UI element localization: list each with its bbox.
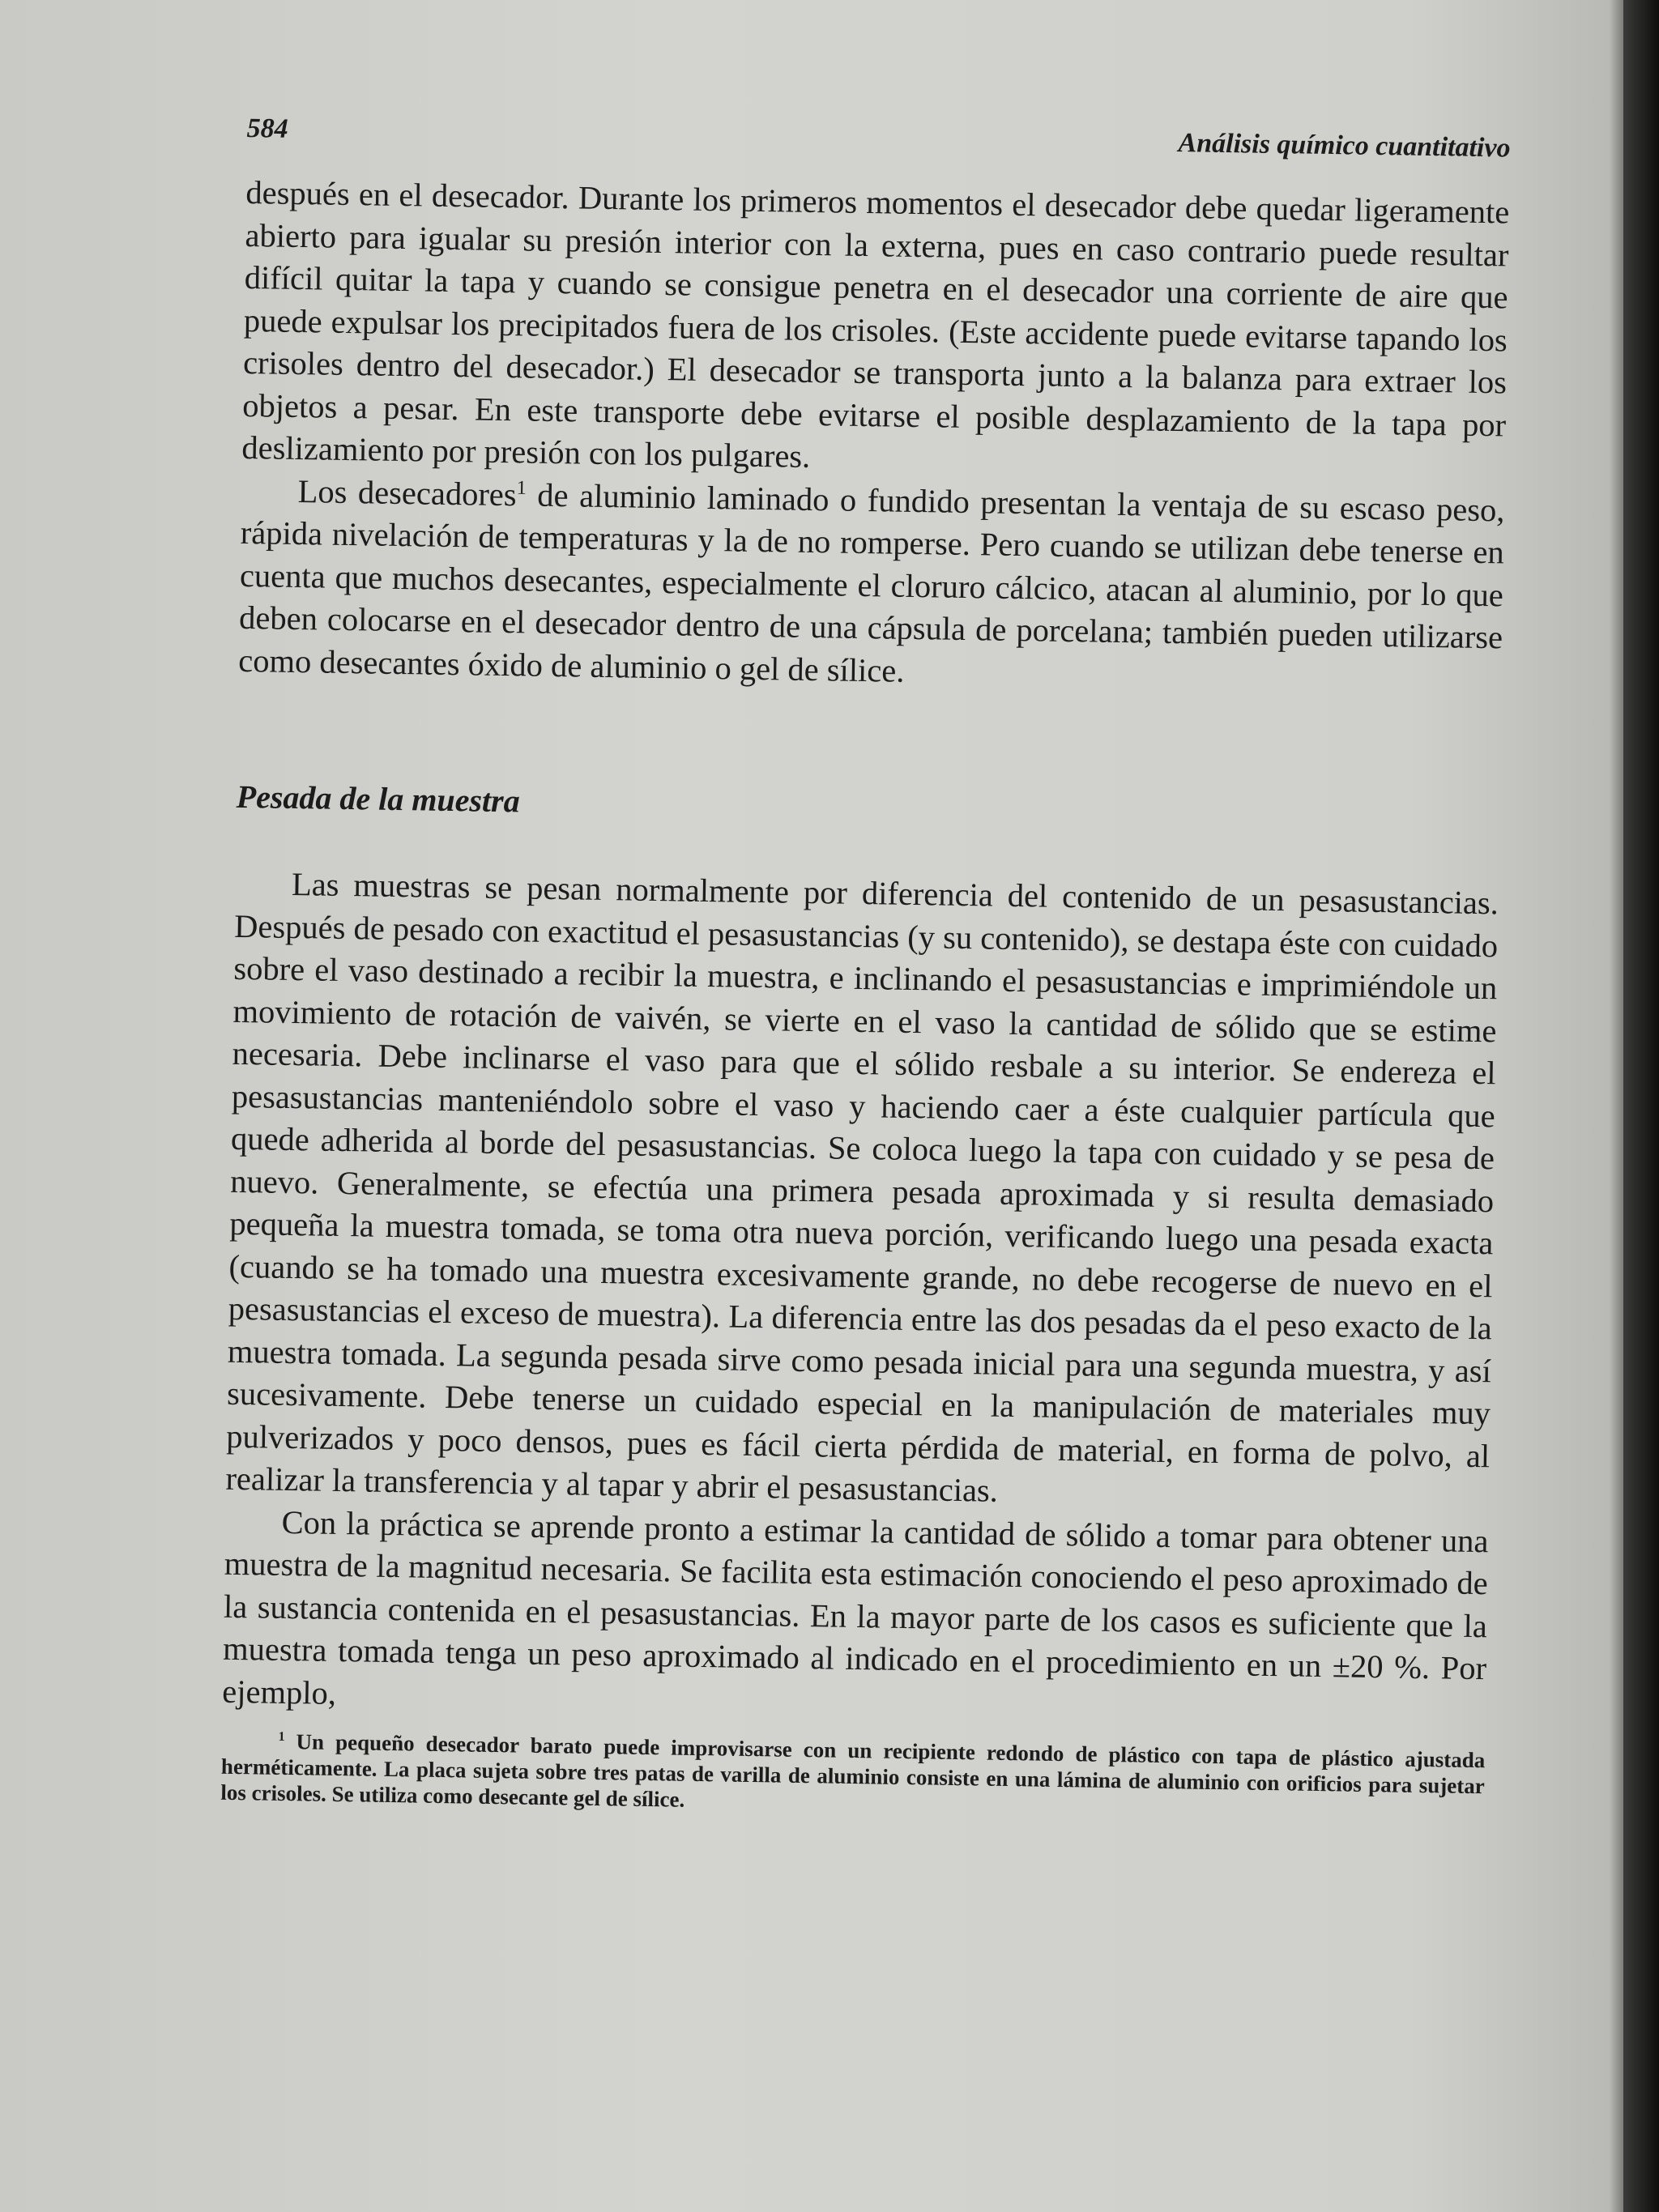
- book-spine-shadow: [1623, 0, 1659, 2212]
- section-heading: Pesada de la muestra: [236, 778, 521, 820]
- footnote-reference: 1: [516, 476, 527, 499]
- page-content: [220, 113, 1511, 1825]
- running-title: Análisis químico cuantitativo: [1178, 128, 1511, 164]
- paragraph-2: [238, 469, 1505, 701]
- running-head: [246, 113, 1510, 164]
- paragraph-2-rest: de aluminio laminado o fundido presentan la ventaja de su escaso peso, rápida nivelación de temperaturas y la de no romperse. Pero cuando se utilizan debe tenerse en cuenta que muchos desecantes, especialmente el cloruro cálcico, atacan al aluminio, por lo que deben colocarse en el desecador dentro de una cápsula de porcelana; también pueden utilizarse como desecantes óxido de aluminio o gel de sílice.: [238, 475, 1505, 689]
- footnote: [220, 1728, 1485, 1825]
- paragraph-3: Las muestras se pesan normalmente por diferencia del contenido de un pesasustancias. Después de pesado con exactitud el pesasustancias (y su contenido), se destapa éste con cuidado sobre el vaso destinado a recibir la muestra, e inclinando el pesasustancias e imprimiéndole un movimiento de rotación de vaivén, se vierte en el vaso la cantidad de sólido que se estime necesaria. Debe inclinarse el vaso para que el sólido resbale a su interior. Se endereza el pesasustancias manteniéndolo sobre el vaso y haciendo caer a éste cualquier partícula que quede adherida al borde del pesasustancias. Se coloca luego la tapa con cuidado y se pesa de nuevo. Generalmente, se efectúa una primera pesada aproximada y si resulta demasiado pequeña la muestra tomada, se toma otra nueva porción, verificando luego una pesada exacta (cuando se ha tomado una muestra excesivamente grande, no debe recogerse de nuevo en el pesasustancias el exceso de muestra). La diferencia entre las dos pesadas da el peso exacto de la muestra tomada. La segunda pesada sirve como pesada inicial para una segunda muestra, y así sucesivamente. Debe tenerse un cuidado especial en la manipulación de materiales muy pulverizados y poco densos, pues es fácil cierta pérdida de material, en forma de polvo, al realizar la transferencia y al tapar y abrir el pesasustancias.: [225, 865, 1499, 1509]
- footnote-text: Un pequeño desecador barato puede improvisarse con un recipiente redondo de plástico con tapa de plástico ajustada herméticamente. La placa sujeta sobre tres patas de varilla de aluminio consiste en una lámina de aluminio con orificios para sujetar los crisoles. Se utiliza como desecante gel de sílice.: [220, 1728, 1486, 1812]
- paragraph-2-start: Los desecadores: [297, 472, 517, 513]
- paragraph-1: después en el desecador. Durante los primeros momentos el desecador debe quedar ligeramente abierto para igualar su presión interior con la externa, pues en caso contrario puede resultar difícil quitar la tapa y cuando se consigue penetra en el desecador una corriente de aire que puede expulsar los precipitados fuera de los crisoles. (Este accidente puede evitarse tapando los crisoles dentro del desecador.) El desecador se transporta junto a la balanza para extraer los objetos a pesar. En este transporte debe evitarse el posible desplazamiento de la tapa por deslizamiento por presión con los pulgares.: [241, 173, 1510, 475]
- footnote-mark: 1: [278, 1728, 285, 1744]
- page-number: 584: [246, 113, 288, 144]
- paragraph-4: Con la práctica se aprende pronto a estimar la cantidad de sólido a tomar para obtener una muestra de la magnitud necesaria. Se facilita esta estimación conociendo el peso aproximado de la sustancia contenida en el pesasustancias. En la mayor parte de los casos es suficiente que la muestra tomada tenga un peso aproximado al indicado en el procedimiento en un ±20 %. Por ejemplo,: [222, 1503, 1489, 1711]
